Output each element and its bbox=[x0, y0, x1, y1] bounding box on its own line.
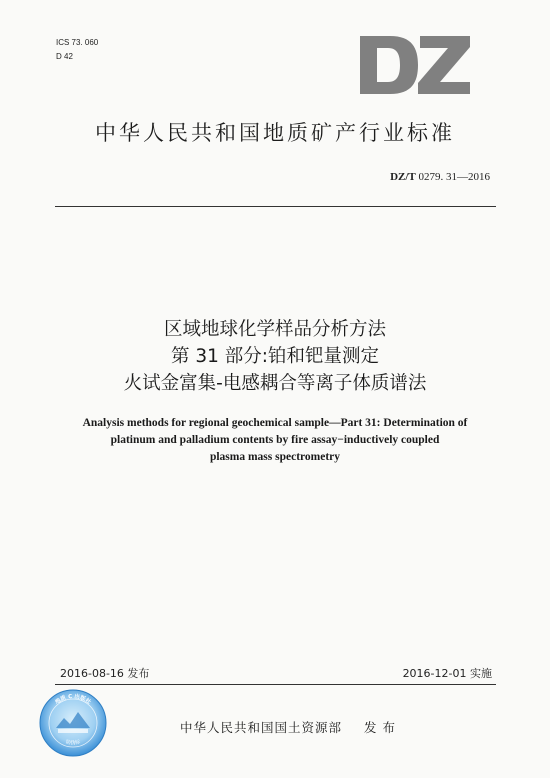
standard-code-number: 0279. 31—2016 bbox=[418, 171, 490, 183]
svg-text:地质 C 出版社: 地质 C 出版社 bbox=[54, 693, 92, 706]
english-title-line-1: Analysis methods for regional geochemical sample—Part 31: Determination of bbox=[82, 417, 468, 429]
classification-codes bbox=[56, 36, 98, 64]
english-title-line-3: plasma mass spectrometry bbox=[209, 451, 341, 463]
svg-text:防伪标: 防伪标 bbox=[65, 739, 81, 747]
standard-code-prefix: DZ/T bbox=[390, 171, 416, 183]
doc-title-line-3: 火试金富集-电感耦合等离子体质谱法 bbox=[123, 373, 427, 394]
issue-date: 2016-08-16 发布 bbox=[60, 667, 150, 680]
publisher-line bbox=[0, 718, 550, 736]
implement-date: 2016-12-01 实施 bbox=[402, 667, 492, 680]
english-title bbox=[48, 415, 502, 466]
publisher-name: 中华人民共和国国土资源部 bbox=[180, 720, 343, 735]
publish-word: 发 布 bbox=[364, 720, 396, 735]
bottom-divider bbox=[55, 684, 496, 685]
ics-code: ICS 73. 060 bbox=[56, 38, 99, 47]
doc-title-line-2: 第 31 部分:铂和钯量测定 bbox=[170, 346, 380, 367]
ccs-code: D 42 bbox=[56, 52, 73, 61]
dz-logo bbox=[360, 36, 470, 94]
standard-code bbox=[390, 171, 490, 183]
top-divider bbox=[55, 206, 496, 207]
standard-category-title: 中华人民共和国地质矿产行业标准 bbox=[95, 121, 455, 145]
doc-title-line-1: 区域地球化学样品分析方法 bbox=[163, 319, 386, 340]
english-title-line-2: platinum and palladium contents by fire assay−inductively coupled bbox=[110, 434, 440, 446]
